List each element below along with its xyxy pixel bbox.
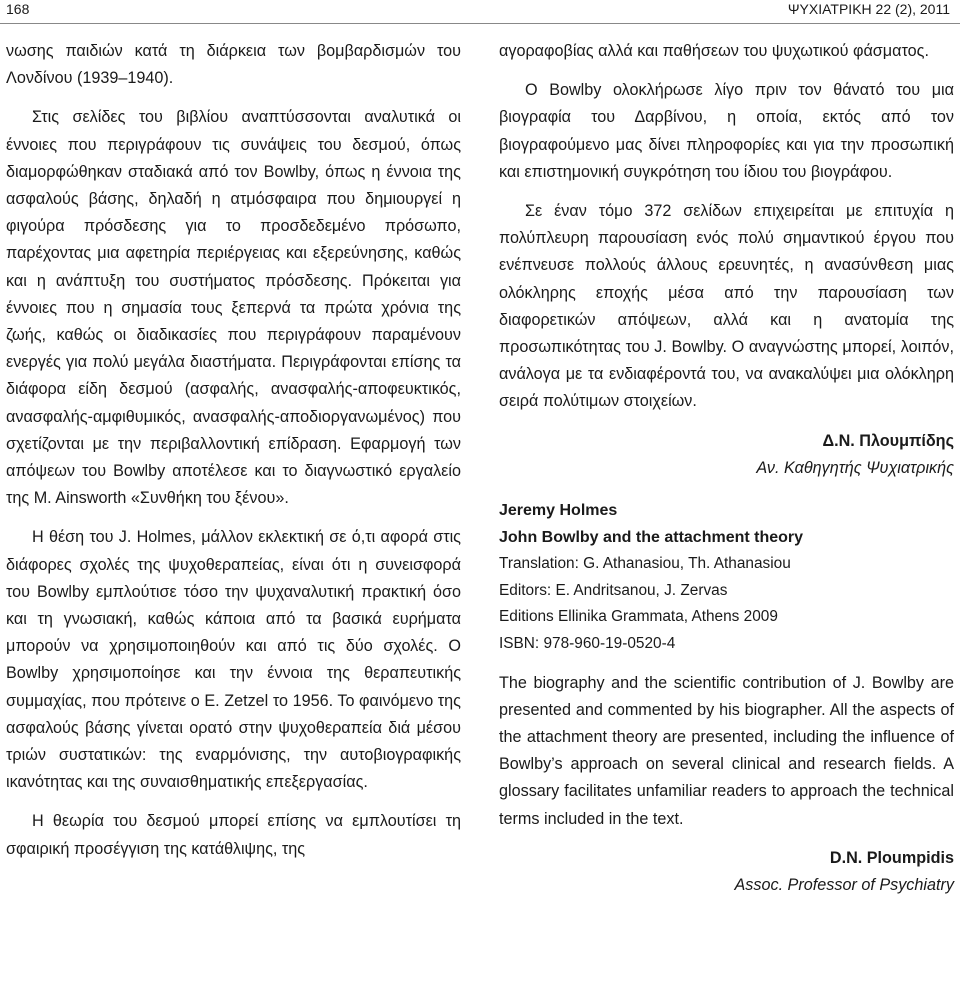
reviewer-title-en: Assoc. Professor of Psychiatry (734, 876, 954, 895)
paragraph: Στις σελίδες του βιβλίου αναπτύσσονται αναλυτικά οι έννοιες που περιγράφουν τις συνάψεις του δεσμού, όπως διαμορφώθηκαν σταδιακά από τον Bowlby, όπως η έννοια της ασφαλούς βάσης, δηλαδή η ατμόσφαιρα που δημιουργεί η φιγούρα πρόσδεσης για το προσδεδεμένο πρόσωπο, παρέχοντας μια αφετηρία περιέργειας και εξερεύνησης, καθώς και η ανάπτυξη του συστήματος πρόσδεσης. Πρόκειται για έννοιες που η σημασία τους ξεπερνά τα πρώτα χρόνια της ζωής, καθώς οι διαδικασίες που περιγράφουν παραμένουν ενεργές για πολύ μεγάλα διαστήματα. Περιγράφονται επίσης τα διάφορα είδη δεσμού (ασφαλής, ανασφαλής-αποφευκτικός, ανασφαλής-αμφιθυμικός, ανασφαλής-αποδιοργανωμένος) που σχετίζονται με την περιβαλλοντική επίδραση. Εφαρμογή των απόψεων του Bowlby αποτέλεσε και το διαγνωστικό εργαλείο της M. Ainsworth «Συνθήκη του ξένου». (6, 108, 461, 508)
paragraph: Η θέση του J. Holmes, μάλλον εκλεκτική σε ό,τι αφορά στις διάφορες σχολές της ψυχοθεραπείας, είναι ότι η συνεισφορά του Bowlby εμπλούτισε τόσο την ψυχαναλυτική πρακτική όσο και τη γνωσιακή, καθώς κάποια από τα βασικά ευρήματα μπορούν να χρησιμοποιηθούν και από τις δύο σχολές. Ο Bowlby χρησιμοποίησε και την έννοια της θεραπευτικής συμμαχίας, που πρότεινε ο E. Zetzel το 1956. Το φαινόμενο της ασφαλούς βάσης γίνεται ορατό στην ψυχοθεραπεία διά μέσου τριών συστατικών: της εναρμόνισης, την αυτοβιογραφικής ικανότητας και της συναισθηματικής επεξεργασίας. (6, 528, 461, 792)
book-isbn: ISBN: 978-960-19-0520-4 (499, 635, 676, 653)
abstract-text: The biography and the scientific contribution of J. Bowlby are presented and commented by his biographer. All the aspects of the attachment theory are presented, including the influence of Bowlby’s approach on several clinical and research fields. A glossary facilitates unfamiliar readers to approach the technical terms included in the text. (499, 673, 954, 828)
page-header (0, 0, 960, 28)
paragraph: Η θεωρία του δεσμού μπορεί επίσης να εμπλουτίσει τη σφαιρική προσέγγιση της κατάθλιψης, της (6, 812, 461, 858)
page-number: 168 (6, 1, 30, 17)
reviewer-name-en: D.N. Ploumpidis (829, 848, 954, 867)
book-title: John Bowlby and the attachment theory (499, 528, 804, 546)
paragraph: Σε έναν τόμο 372 σελίδων επιχειρείται με επιτυχία η πολύπλευρη παρουσίαση ενός πολύ σημαντικού έργου που ενέπνευσε πολλούς άλλους ερευνητές, η ανασύνθεση μιας ολόκληρης εποχής μέσα από την παρουσίαση των διαφορετικών απόψεων, αλλά και η ανατομία της προσωπικότητας του J. Bowlby. Ο αναγνώστης μπορεί, λοιπόν, ανάλογα με τα ενδιαφέροντά του, να ανακαλύψει μια ολόκληρη σειρά πολύτιμων στοιχείων. (499, 202, 954, 411)
book-publisher: Editions Ellinika Grammata, Athens 2009 (499, 608, 778, 626)
paragraph: νωσης παιδιών κατά τη διάρκεια των βομβαρδισμών του Λονδίνου (1939–1940). (6, 42, 461, 88)
paragraph: αγοραφοβίας αλλά και παθήσεων του ψυχωτικού φάσματος. (499, 42, 929, 60)
book-editors: Editors: E. Andritsanou, J. Zervas (499, 581, 728, 599)
journal-title: ΨΥΧΙΑΤΡΙΚΗ 22 (2), 2011 (787, 1, 950, 17)
left-column (6, 38, 461, 863)
right-column (499, 38, 954, 899)
reviewer-name: Δ.Ν. Πλουμπίδης (822, 431, 954, 450)
book-details (499, 498, 954, 658)
english-abstract (499, 670, 954, 833)
reviewer-title: Αν. Καθηγητής Ψυχιατρικής (756, 458, 954, 477)
book-translation: Translation: G. Athanasiou, Th. Athanasiou (499, 555, 791, 573)
header-rule (0, 23, 960, 24)
paragraph: Ο Bowlby ολοκλήρωσε λίγο πριν τον θάνατό του μια βιογραφία του Δαρβίνου, η οποία, εκτός από τον βιογραφούμενο μας δίνει πληροφορίες και για την προσωπική και επιστημονική συγκρότηση του ίδιου του βιογράφου. (499, 81, 954, 181)
book-author: Jeremy Holmes (499, 502, 618, 520)
